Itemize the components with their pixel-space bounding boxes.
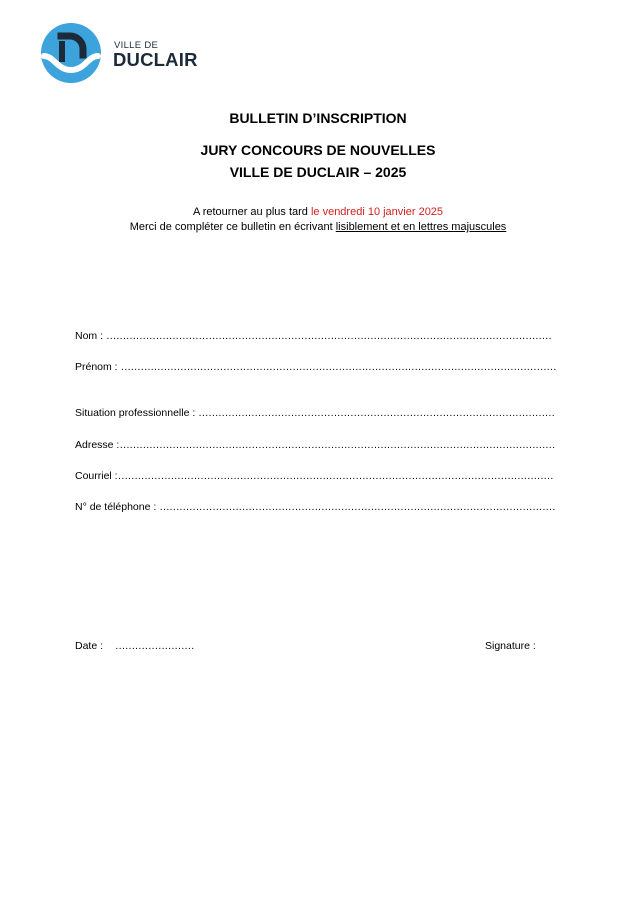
writing-emphasis: lisiblement et en lettres majuscules: [335, 221, 507, 233]
subtitle-line-1: JURY CONCOURS DE NOUVELLES: [200, 142, 436, 158]
field-line: ………………………………………………………………………………………………: [198, 407, 555, 419]
field-line: ……………………………………………………………………………………………………………………: [120, 361, 557, 373]
field-label: N° de téléphone :: [75, 501, 157, 513]
date-line: ……………………: [114, 640, 195, 652]
field-line: ……………………………………………………………………………………………………………………: [119, 439, 555, 451]
date-label: Date :: [75, 640, 104, 652]
deadline-prefix: A retourner au plus tard: [192, 206, 311, 218]
field-situation-professionnelle[interactable]: [75, 407, 555, 419]
field-courriel[interactable]: [75, 470, 553, 482]
signature-label: Signature :: [485, 640, 536, 652]
field-line: ……………………………………………………………………………………………………………………: [117, 470, 554, 482]
deadline-date: le vendredi 10 janvier 2025: [310, 206, 444, 218]
field-label: Courriel :: [75, 470, 118, 482]
field-label: Prénom :: [75, 361, 118, 373]
page-title: BULLETIN D’INSCRIPTION: [229, 110, 407, 126]
deadline-instruction: [0, 206, 636, 218]
field-line: ………………………………………………………………………………………………………………………: [105, 330, 552, 342]
writing-prefix: Merci de compléter ce bulletin en écrivant: [129, 221, 336, 233]
logo-text-small: VILLE DE: [114, 40, 159, 51]
logo-text-big: DUCLAIR: [113, 49, 198, 70]
signature-field[interactable]: [485, 640, 536, 652]
field-adresse[interactable]: [75, 439, 555, 451]
field-nom[interactable]: [75, 330, 551, 342]
duclair-logo-icon: [40, 22, 102, 84]
field-prenom[interactable]: [75, 361, 556, 373]
field-label: Nom :: [75, 330, 104, 342]
field-label: Situation professionnelle :: [75, 407, 196, 419]
writing-instruction: [0, 221, 636, 233]
field-label: Adresse :: [75, 439, 120, 451]
subtitle-line-2: VILLE DE DUCLAIR – 2025: [229, 164, 407, 180]
town-logo: [40, 22, 210, 84]
field-telephone[interactable]: [75, 501, 555, 513]
date-field[interactable]: [75, 640, 194, 652]
field-line: …………………………………………………………………………………………………………: [159, 501, 556, 513]
